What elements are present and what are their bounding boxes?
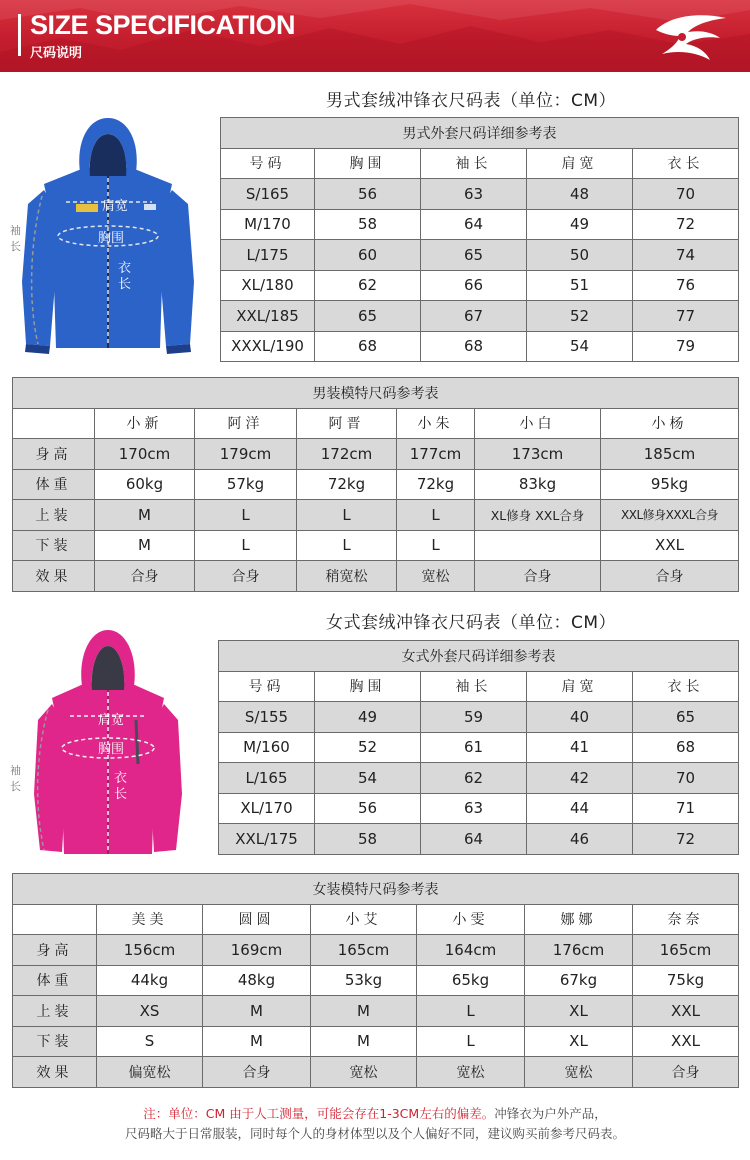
table-cell: L bbox=[417, 1026, 525, 1057]
table-cell: 169cm bbox=[203, 935, 311, 966]
table-cell: L bbox=[297, 530, 397, 561]
men-model-table-caption: 男装模特尺码参考表 bbox=[13, 378, 739, 409]
table-cell: 63 bbox=[421, 179, 527, 210]
table-cell: 44kg bbox=[97, 965, 203, 996]
header-sleeve: 袖长 bbox=[421, 671, 527, 702]
table-cell: L bbox=[297, 500, 397, 531]
row-label-top: 上装 bbox=[13, 996, 97, 1027]
table-cell: 54 bbox=[315, 763, 421, 794]
banner-subtitle: 尺码说明 bbox=[30, 46, 83, 61]
women-model-table-caption: 女装模特尺码参考表 bbox=[13, 874, 739, 905]
table-row bbox=[13, 1057, 739, 1088]
table-cell: XXL bbox=[633, 996, 739, 1027]
table-cell: 70 bbox=[633, 179, 739, 210]
footer-note bbox=[0, 1104, 750, 1144]
table-cell: S bbox=[97, 1026, 203, 1057]
table-row bbox=[219, 702, 739, 733]
table-cell: 173cm bbox=[475, 439, 601, 470]
table-row bbox=[13, 469, 739, 500]
table-cell: 67kg bbox=[525, 965, 633, 996]
table-cell: 合身 bbox=[633, 1057, 739, 1088]
table-cell: 54 bbox=[527, 331, 633, 362]
women-sleeve-label-2: 长 bbox=[10, 780, 21, 793]
table-cell: 48kg bbox=[203, 965, 311, 996]
table-cell: 68 bbox=[633, 732, 739, 763]
table-cell: XL/180 bbox=[221, 270, 315, 301]
table-cell: M/170 bbox=[221, 209, 315, 240]
table-cell: 185cm bbox=[601, 439, 739, 470]
table-cell: 79 bbox=[633, 331, 739, 362]
table-row bbox=[13, 439, 739, 470]
table-cell: 48 bbox=[527, 179, 633, 210]
table-cell: 49 bbox=[315, 702, 421, 733]
banner-title: SIZE SPECIFICATION bbox=[30, 10, 296, 40]
row-label-fit: 效果 bbox=[13, 1057, 97, 1088]
table-cell: 170cm bbox=[95, 439, 195, 470]
table-cell: 62 bbox=[315, 270, 421, 301]
table-row bbox=[221, 240, 739, 271]
women-size-table-caption: 女式外套尺码详细参考表 bbox=[219, 641, 739, 672]
table-cell: 合身 bbox=[95, 561, 195, 592]
table-row bbox=[13, 500, 739, 531]
table-cell: 64 bbox=[421, 824, 527, 855]
table-row bbox=[221, 209, 739, 240]
model-name: 小新 bbox=[95, 408, 195, 439]
women-model-table bbox=[12, 873, 739, 1088]
table-cell: 60kg bbox=[95, 469, 195, 500]
women-chest-label: 胸围 bbox=[98, 742, 125, 757]
row-label-bottom: 下装 bbox=[13, 530, 95, 561]
model-name: 小艾 bbox=[311, 904, 417, 935]
table-cell: XXL/175 bbox=[219, 824, 315, 855]
men-section-title: 男式套绒冲锋衣尺码表（单位：CM） bbox=[326, 91, 617, 111]
table-row bbox=[219, 793, 739, 824]
model-name: 小杨 bbox=[601, 408, 739, 439]
table-cell: 49 bbox=[527, 209, 633, 240]
model-name: 小朱 bbox=[397, 408, 475, 439]
table-cell: L/165 bbox=[219, 763, 315, 794]
table-cell: 70 bbox=[633, 763, 739, 794]
table-row bbox=[13, 996, 739, 1027]
header-chest: 胸围 bbox=[315, 148, 421, 179]
model-name: 娜娜 bbox=[525, 904, 633, 935]
table-cell: XXL/185 bbox=[221, 301, 315, 332]
table-cell: 177cm bbox=[397, 439, 475, 470]
header-banner bbox=[0, 0, 750, 72]
table-cell: 56 bbox=[315, 793, 421, 824]
table-cell: XXL修身XXXL合身 bbox=[601, 500, 739, 531]
table-cell: 50 bbox=[527, 240, 633, 271]
table-cell: 164cm bbox=[417, 935, 525, 966]
table-cell: 72 bbox=[633, 824, 739, 855]
row-label-height: 身高 bbox=[13, 935, 97, 966]
table-cell: 68 bbox=[315, 331, 421, 362]
men-model-table bbox=[12, 377, 739, 592]
corner-cell bbox=[13, 904, 97, 935]
men-shoulder-label: 肩宽 bbox=[102, 199, 129, 214]
table-row bbox=[13, 530, 739, 561]
table-cell: 66 bbox=[421, 270, 527, 301]
table-cell: 41 bbox=[527, 732, 633, 763]
men-chest-label: 胸围 bbox=[98, 231, 125, 246]
table-cell: 172cm bbox=[297, 439, 397, 470]
table-cell: 75kg bbox=[633, 965, 739, 996]
model-name: 小白 bbox=[475, 408, 601, 439]
row-label-fit: 效果 bbox=[13, 561, 95, 592]
table-cell: M/160 bbox=[219, 732, 315, 763]
table-cell: 56 bbox=[315, 179, 421, 210]
header-sleeve: 袖长 bbox=[421, 148, 527, 179]
table-cell: 68 bbox=[421, 331, 527, 362]
table-cell: 72kg bbox=[297, 469, 397, 500]
table-cell: 偏宽松 bbox=[97, 1057, 203, 1088]
table-cell: 宽松 bbox=[397, 561, 475, 592]
table-cell: M bbox=[311, 996, 417, 1027]
table-cell: 合身 bbox=[601, 561, 739, 592]
table-cell: XXL bbox=[633, 1026, 739, 1057]
table-cell: 44 bbox=[527, 793, 633, 824]
header-shoulder: 肩宽 bbox=[527, 671, 633, 702]
table-cell: 165cm bbox=[311, 935, 417, 966]
table-cell: 52 bbox=[527, 301, 633, 332]
table-cell: L bbox=[417, 996, 525, 1027]
table-row bbox=[221, 179, 739, 210]
women-length-label-1: 衣 bbox=[114, 771, 128, 786]
table-cell: 宽松 bbox=[311, 1057, 417, 1088]
header-length: 衣长 bbox=[633, 671, 739, 702]
table-cell: 62 bbox=[421, 763, 527, 794]
model-name: 奈奈 bbox=[633, 904, 739, 935]
men-size-table-caption: 男式外套尺码详细参考表 bbox=[221, 118, 739, 149]
table-row bbox=[13, 935, 739, 966]
table-row bbox=[13, 1026, 739, 1057]
table-row bbox=[13, 965, 739, 996]
row-label-weight: 体重 bbox=[13, 469, 95, 500]
women-section-title: 女式套绒冲锋衣尺码表（单位：CM） bbox=[326, 613, 617, 633]
brand-logo-icon bbox=[652, 10, 732, 62]
table-cell: 165cm bbox=[633, 935, 739, 966]
table-cell: 合身 bbox=[195, 561, 297, 592]
table-cell: 53kg bbox=[311, 965, 417, 996]
table-cell: 51 bbox=[527, 270, 633, 301]
table-cell: S/165 bbox=[221, 179, 315, 210]
footer-note-highlight: 注：单位：CM 由于人工测量，可能会存在1-3CM左右的偏差。 bbox=[143, 1106, 495, 1121]
header-shoulder: 肩宽 bbox=[527, 148, 633, 179]
table-cell: 74 bbox=[633, 240, 739, 271]
table-cell: 52 bbox=[315, 732, 421, 763]
model-name: 阿洋 bbox=[195, 408, 297, 439]
table-cell: 65kg bbox=[417, 965, 525, 996]
table-cell bbox=[475, 530, 601, 561]
table-cell: 176cm bbox=[525, 935, 633, 966]
men-jacket-illustration bbox=[4, 112, 212, 356]
footer-note-rest: 冲锋衣为户外产品， bbox=[494, 1106, 607, 1121]
table-cell: 宽松 bbox=[525, 1057, 633, 1088]
table-cell: 46 bbox=[527, 824, 633, 855]
table-cell: 65 bbox=[315, 301, 421, 332]
row-label-weight: 体重 bbox=[13, 965, 97, 996]
men-sleeve-label-2: 长 bbox=[10, 240, 21, 253]
table-cell: 42 bbox=[527, 763, 633, 794]
footer-note-line-2: 尺码略大于日常服装，同时每个人的身材体型以及个人偏好不同，建议购买前参考尺码表。 bbox=[124, 1126, 625, 1141]
table-cell: M bbox=[203, 996, 311, 1027]
table-cell: 60 bbox=[315, 240, 421, 271]
table-cell: XXXL/190 bbox=[221, 331, 315, 362]
men-length-label-1: 衣 bbox=[118, 261, 132, 276]
table-row bbox=[221, 331, 739, 362]
table-cell: 76 bbox=[633, 270, 739, 301]
table-cell: 40 bbox=[527, 702, 633, 733]
table-cell: 83kg bbox=[475, 469, 601, 500]
table-cell: L bbox=[195, 530, 297, 561]
table-cell: 156cm bbox=[97, 935, 203, 966]
table-cell: 65 bbox=[421, 240, 527, 271]
men-length-label-2: 长 bbox=[118, 277, 132, 292]
table-cell: 64 bbox=[421, 209, 527, 240]
women-sleeve-label-1: 袖 bbox=[10, 764, 21, 777]
row-label-bottom: 下装 bbox=[13, 1026, 97, 1057]
table-cell: 59 bbox=[421, 702, 527, 733]
table-row bbox=[219, 763, 739, 794]
table-cell: S/155 bbox=[219, 702, 315, 733]
footer-note-line-1 bbox=[0, 1104, 750, 1124]
model-name: 阿晋 bbox=[297, 408, 397, 439]
table-cell: 65 bbox=[633, 702, 739, 733]
table-cell: 58 bbox=[315, 824, 421, 855]
men-size-table bbox=[220, 117, 739, 362]
header-size: 号码 bbox=[221, 148, 315, 179]
table-cell: M bbox=[311, 1026, 417, 1057]
table-cell: 稍宽松 bbox=[297, 561, 397, 592]
table-cell: M bbox=[95, 500, 195, 531]
table-cell: 179cm bbox=[195, 439, 297, 470]
women-size-table bbox=[218, 640, 739, 855]
header-chest: 胸围 bbox=[315, 671, 421, 702]
table-cell: M bbox=[203, 1026, 311, 1057]
table-cell: XXL bbox=[601, 530, 739, 561]
model-name: 美美 bbox=[97, 904, 203, 935]
row-label-top: 上装 bbox=[13, 500, 95, 531]
table-cell: 67 bbox=[421, 301, 527, 332]
table-row bbox=[219, 732, 739, 763]
table-cell: 合身 bbox=[475, 561, 601, 592]
women-jacket-illustration bbox=[4, 624, 212, 860]
table-cell: 58 bbox=[315, 209, 421, 240]
row-label-height: 身高 bbox=[13, 439, 95, 470]
table-cell: 77 bbox=[633, 301, 739, 332]
table-cell: 合身 bbox=[203, 1057, 311, 1088]
table-cell: 63 bbox=[421, 793, 527, 824]
table-cell: 61 bbox=[421, 732, 527, 763]
table-row bbox=[221, 270, 739, 301]
table-row bbox=[221, 301, 739, 332]
table-row bbox=[219, 824, 739, 855]
table-cell: L bbox=[397, 530, 475, 561]
table-cell: 72kg bbox=[397, 469, 475, 500]
table-cell: 72 bbox=[633, 209, 739, 240]
table-cell: L bbox=[195, 500, 297, 531]
table-cell: L bbox=[397, 500, 475, 531]
corner-cell bbox=[13, 408, 95, 439]
table-cell: L/175 bbox=[221, 240, 315, 271]
table-cell: XL bbox=[525, 996, 633, 1027]
table-cell: M bbox=[95, 530, 195, 561]
women-shoulder-label: 肩宽 bbox=[98, 713, 125, 728]
table-cell: 57kg bbox=[195, 469, 297, 500]
table-cell: XL bbox=[525, 1026, 633, 1057]
header-length: 衣长 bbox=[633, 148, 739, 179]
banner-accent-bar bbox=[18, 14, 21, 56]
women-length-label-2: 长 bbox=[114, 787, 128, 802]
model-name: 小雯 bbox=[417, 904, 525, 935]
table-cell: XL修身 XXL合身 bbox=[475, 500, 601, 531]
table-cell: 宽松 bbox=[417, 1057, 525, 1088]
table-cell: XS bbox=[97, 996, 203, 1027]
men-sleeve-label-1: 袖 bbox=[10, 224, 21, 237]
model-name: 圆圆 bbox=[203, 904, 311, 935]
table-cell: XL/170 bbox=[219, 793, 315, 824]
table-row bbox=[13, 561, 739, 592]
table-cell: 71 bbox=[633, 793, 739, 824]
header-size: 号码 bbox=[219, 671, 315, 702]
table-cell: 95kg bbox=[601, 469, 739, 500]
